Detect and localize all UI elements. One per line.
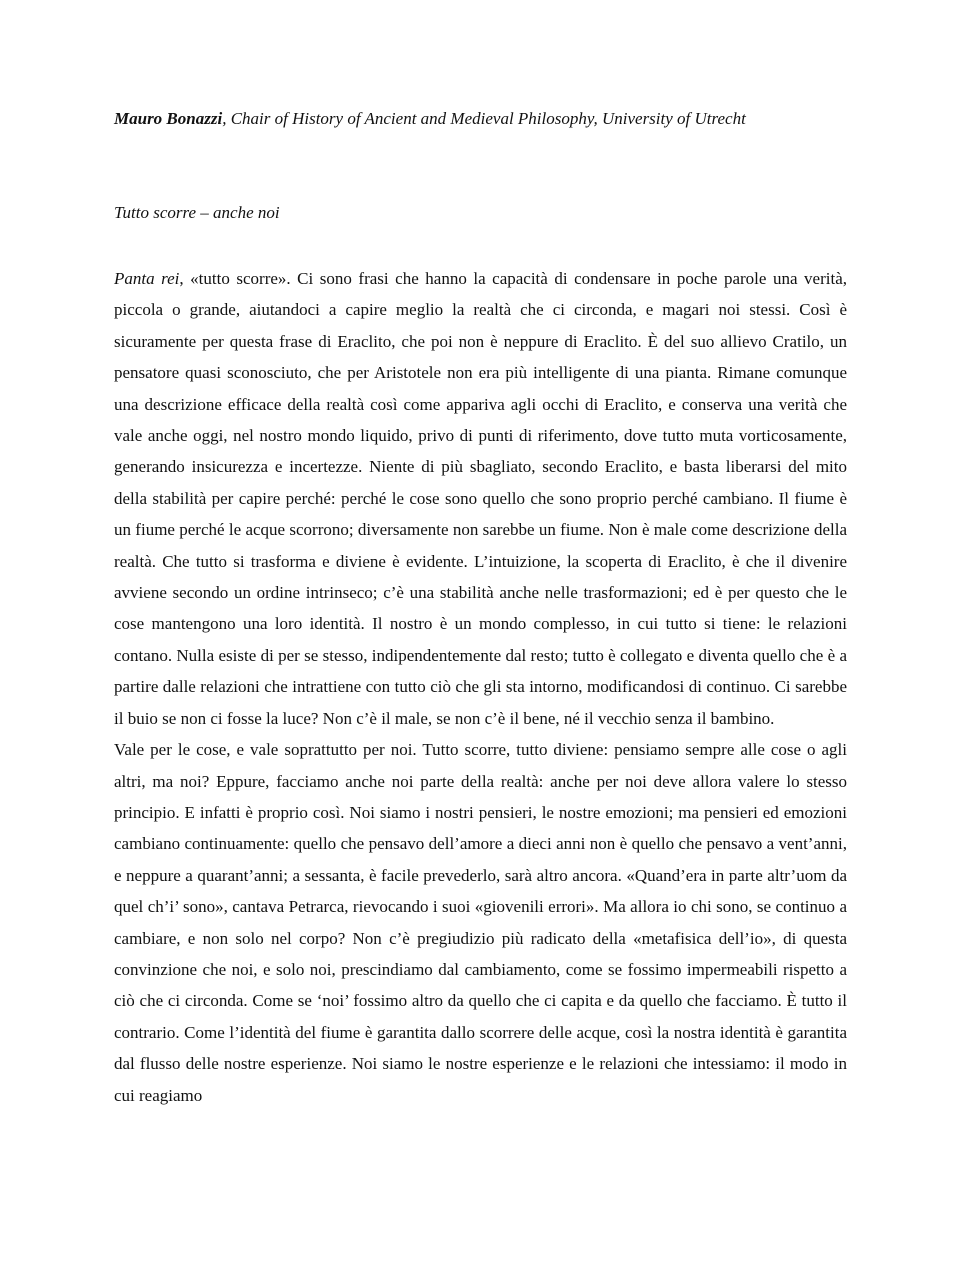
paragraph-1 [114, 263, 847, 734]
paragraph-2-text: Vale per le cose, e vale soprattutto per noi. Tutto scorre, tutto diviene: pensiamo sempre alle cose o agli altri, ma noi? Eppure, facciamo anche noi parte della realtà: anche per noi deve allora valere lo stesso principio. E infatti è proprio così. Noi siamo i nostri pensieri, le nostre emozioni; ma pensieri ed emozioni cambiano continuamente: quello che pensavo dell’amore a dieci anni non è quello che pensavo a vent’anni, e neppure a quarant’anni; a sessanta, è facile prevederlo, sarà altro ancora. «Quand’era in parte altr’uom da quel ch’i’ sono», cantava Petrarca, rievocando i suoi «giovenili errori». Ma allora io chi sono, se continuo a cambiare, e non solo nel corpo? Non c’è pregiudizio più radicato della «metafisica dell’io», di questa convinzione che noi, e solo noi, prescindiamo dal cambiamento, come se fossimo impermeabili rispetto a ciò che ci circonda. Come se ‘noi’ fossimo altro da quello che ci capita e da quello che facciamo. È tutto il contrario. Come l’identità del fiume è garantita dallo scorrere delle acque, così la nostra identità è garantita dal flusso delle nostre esperienze. Noi siamo le nostre esperienze e le relazioni che intessiamo: il modo in cui reagiamo [114, 740, 847, 1105]
article-body [114, 263, 847, 1111]
paragraph-1-text: , «tutto scorre». Ci sono frasi che hanno la capacità di condensare in poche parole una verità, piccola o grande, aiutandoci a capire meglio la realtà che ci circonda, e magari noi stessi. Così è sicuramente per questa frase di Eraclito, che poi non è neppure di Eraclito. È del suo allievo Cratilo, un pensatore quasi sconosciuto, che per Aristotele non era più intelligente di una pianta. Rimane comunque una descrizione efficace della realtà così come appariva agli occhi di Eraclito, e conserva una verità che vale anche oggi, nel nostro mondo liquido, privo di punti di riferimento, dove tutto muta vorticosamente, generando insicurezza e incertezze. Niente di più sbagliato, secondo Eraclito, e basta liberarsi del mito della stabilità per capire perché: perché le cose sono quello che sono proprio perché cambiano. Il fiume è un fiume perché le acque scorrono; diversamente non sarebbe un fiume. Non è male come descrizione della realtà. Che tutto si trasforma e diviene è evidente. L’intuizione, la scoperta di Eraclito, è che il divenire avviene secondo un ordine intrinseco; c’è una stabilità anche nelle trasformazioni; ed è per questo che le cose mantengono una loro identità. Il nostro è un mondo complesso, in cui tutto si tiene: le relazioni contano. Nulla esiste di per se stesso, indipendentemente dal resto; tutto è collegato e diventa quello che è a partire dalle relazioni che intrattiene con tutto ciò che gli sta intorno, modificandosi di continuo. Ci sarebbe il buio se non ci fosse la luce? Non c’è il male, se non c’è il bene, né il vecchio senza il bambino. [114, 269, 847, 728]
author-line [114, 107, 854, 131]
author-name: Mauro Bonazzi [114, 109, 223, 128]
author-affiliation: , Chair of History of Ancient and Medieval Philosophy, University of Utrecht [222, 109, 746, 128]
paragraph-1-lead: Panta rei [114, 269, 180, 288]
article-title: Tutto scorre – anche noi [114, 203, 280, 222]
paragraph-2 [114, 734, 847, 1111]
